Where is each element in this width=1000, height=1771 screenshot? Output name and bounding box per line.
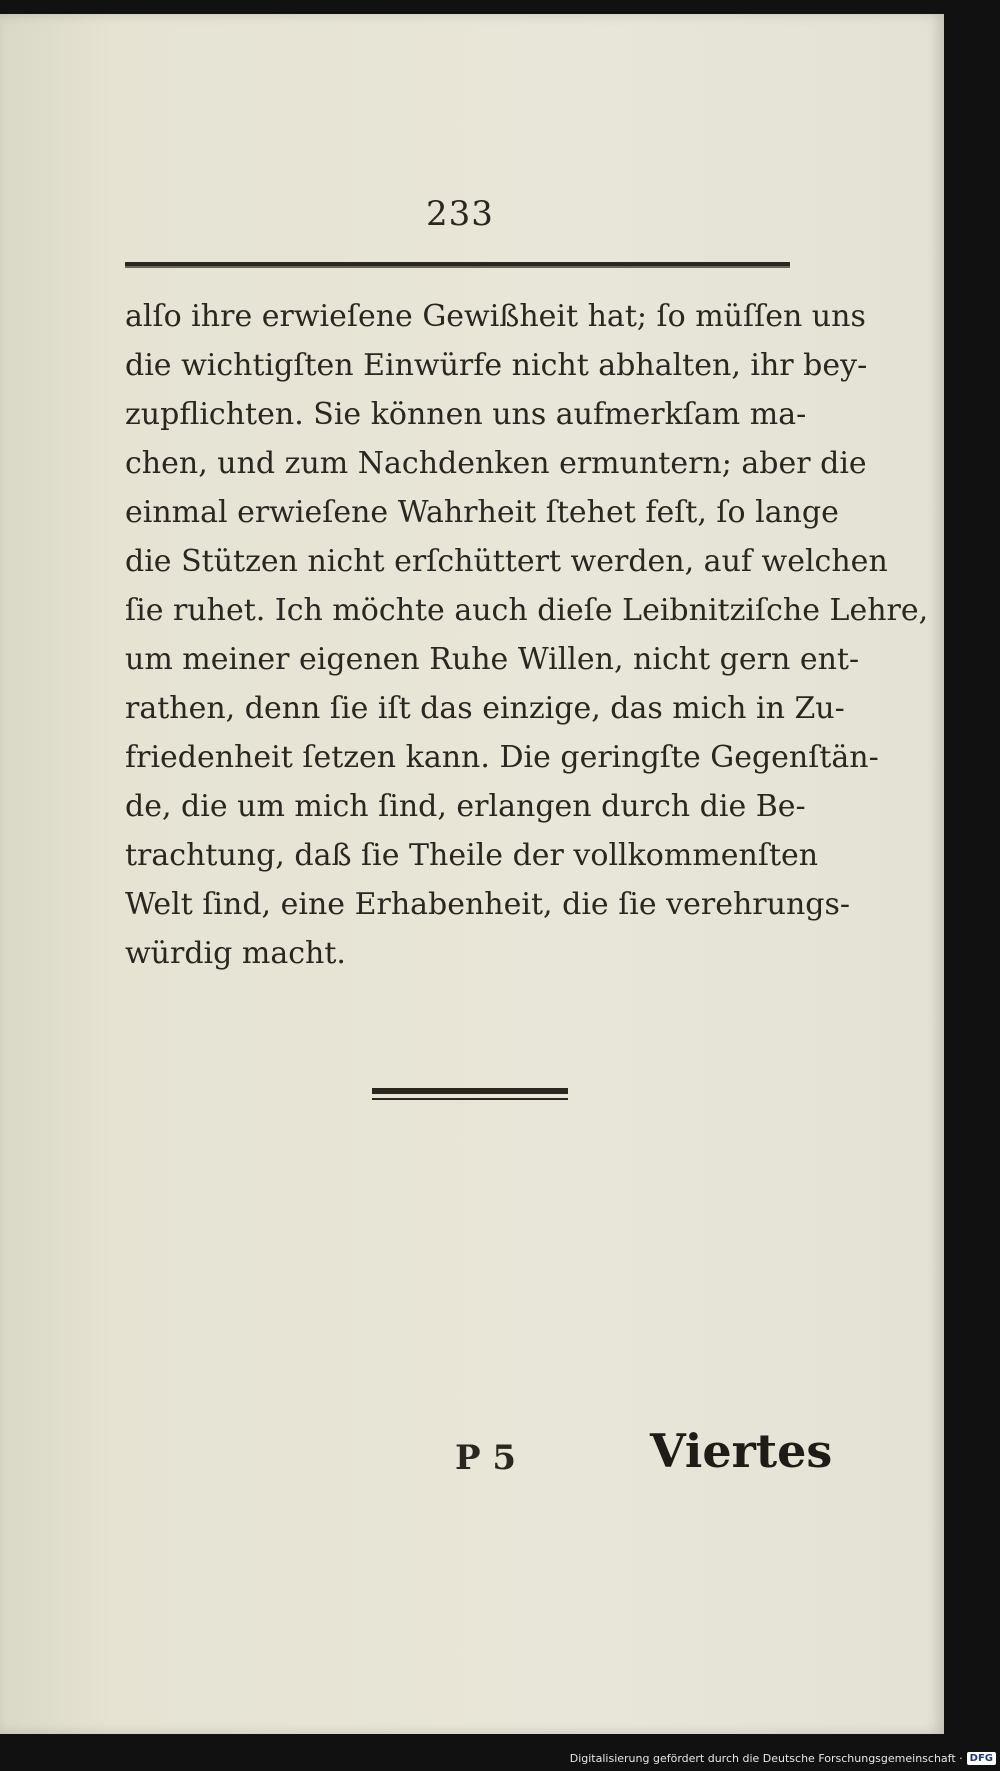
text-line: einmal erwieſene Wahrheit ſtehet feſt, ſo lange	[125, 495, 839, 530]
text-line: Welt ſind, eine Erhabenheit, die ſie verehrungs‑	[125, 887, 851, 922]
end-rule-thin	[372, 1098, 568, 1100]
credit-text: Digitalisierung gefördert durch die Deutsche Forschungsgemeinschaft ·	[569, 1752, 963, 1765]
book-page	[0, 14, 944, 1734]
signature-mark: P 5	[455, 1438, 517, 1478]
text-line: zupflichten. Sie können uns aufmerkſam ma‑	[125, 397, 807, 432]
text-line: rathen, denn ſie iſt das einzige, das mich in Zu‑	[125, 691, 845, 726]
text-line: würdig macht.	[125, 936, 346, 971]
text-line: chen, und zum Nachdenken ermuntern; aber die	[125, 446, 867, 481]
text-line: alſo ihre erwieſene Gewißheit hat; ſo müſſen uns	[125, 299, 866, 334]
text-line: trachtung, daß ſie Theile der vollkommenſten	[125, 838, 819, 873]
digitization-credit	[570, 1752, 996, 1765]
catchword: Viertes	[650, 1424, 833, 1478]
text-line: de, die um mich ſind, erlangen durch die Be‑	[125, 789, 806, 824]
text-line: friedenheit ſetzen kann. Die geringſte Gegenſtän‑	[125, 740, 879, 775]
header-rule	[125, 262, 790, 268]
page-number: 233	[426, 194, 494, 234]
text-line: ſie ruhet. Ich möchte auch dieſe Leibnitziſche Lehre,	[125, 593, 929, 628]
text-line: die wichtigſten Einwürfe nicht abhalten, ihr bey‑	[125, 348, 868, 383]
text-line: um meiner eigenen Ruhe Willen, nicht gern ent‑	[125, 642, 860, 677]
end-rule	[372, 1088, 568, 1100]
dfg-logo: DFG	[967, 1752, 996, 1765]
end-rule-thick	[372, 1088, 568, 1094]
body-text	[125, 292, 929, 978]
text-line: die Stützen nicht erſchüttert werden, auf welchen	[125, 544, 888, 579]
